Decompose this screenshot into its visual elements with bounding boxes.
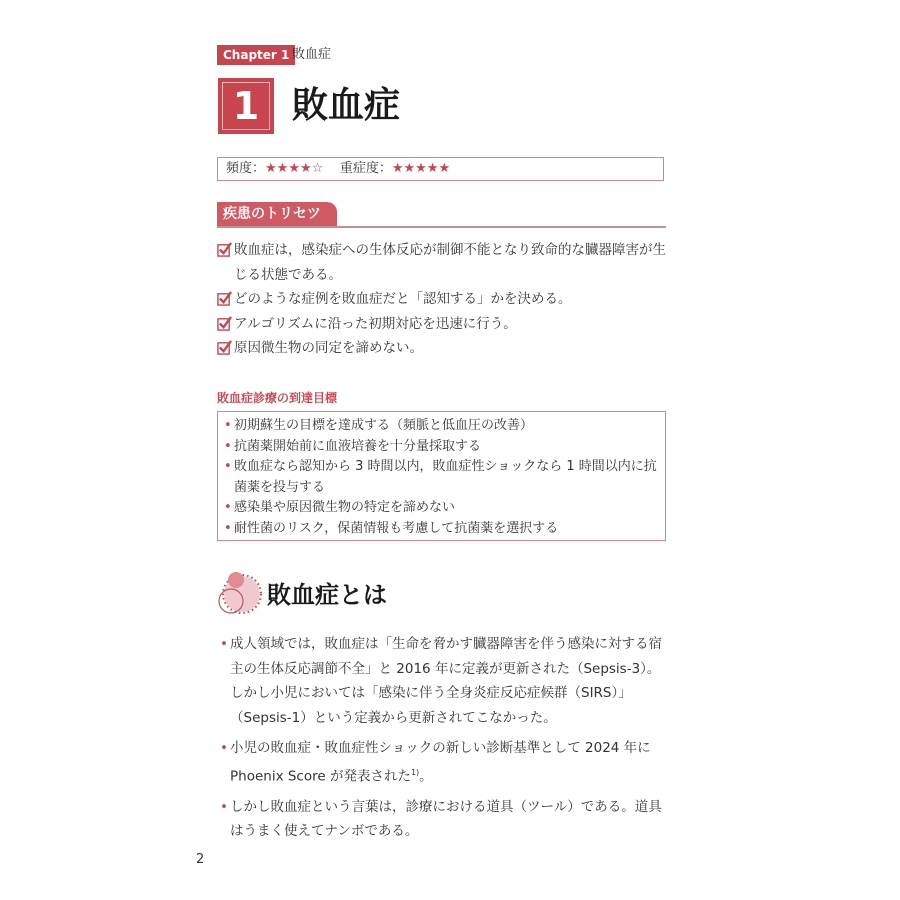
severity-stars-icon: ★★★★★ bbox=[391, 161, 451, 176]
frequency-stars-icon: ★★★★ bbox=[265, 161, 312, 176]
checkbox-checked-icon bbox=[217, 316, 232, 331]
chapter-tag: Chapter 1 bbox=[217, 45, 295, 65]
frequency-label: 頻度： bbox=[226, 161, 266, 176]
bullet-icon: • bbox=[224, 500, 232, 515]
chapter-name: 敗血症 bbox=[292, 47, 332, 62]
page-number: 2 bbox=[196, 852, 205, 867]
list-item: • しかし敗血症という言葉は，診療における道具（ツール）である。道具はうまく使えてナンボである。 bbox=[220, 795, 670, 844]
bullet-icon: • bbox=[224, 418, 232, 433]
footnote-ref[interactable]: 1) bbox=[410, 767, 420, 777]
list-item: • 成人領域では，敗血症は「生命を脅かす臓器障害を伴う感染に対する宿主の生体反応調節不全」と 2016 年に定義が更新された（Sepsis-3）。しかし小児においては「感染に伴う全身炎症反応症候群（SIRS）」（Sepsis-1）という定義から更新されてこなかった。 bbox=[220, 632, 670, 730]
severity-label: 重症度： bbox=[339, 161, 392, 176]
circles-decoration-icon bbox=[216, 570, 266, 620]
toriseti-list bbox=[217, 238, 672, 361]
list-item: • 感染巣や原因微生物の特定を諦めない bbox=[224, 498, 659, 519]
bullet-icon: • bbox=[224, 520, 232, 536]
list-item: アルゴリズムに沿った初期対応を迅速に行う。 bbox=[217, 312, 672, 337]
toriseti-heading: 疾患のトリセツ bbox=[217, 202, 337, 226]
bullet-icon: • bbox=[220, 636, 228, 652]
body-list bbox=[220, 632, 670, 850]
list-item: • 初期蘇生の目標を達成する（頻脈と低血圧の改善） bbox=[224, 416, 659, 437]
goals-box bbox=[217, 411, 666, 541]
bullet-icon: • bbox=[220, 740, 228, 756]
list-item: • 抗菌薬開始前に血液培養を十分量採取する bbox=[224, 437, 659, 458]
list-item: • 敗血症なら認知から 3 時間以内，敗血症性ショックなら 1 時間以内に抗菌薬を投与する bbox=[224, 457, 659, 498]
rating-box bbox=[217, 157, 664, 181]
bullet-icon: • bbox=[224, 459, 232, 474]
empty-star-icon: ☆ bbox=[311, 161, 324, 176]
checkbox-checked-icon bbox=[217, 242, 232, 257]
list-item: どのような症例を敗血症だと「認知する」かを決める。 bbox=[217, 287, 672, 312]
section-divider bbox=[217, 226, 666, 228]
section-number-box bbox=[218, 78, 274, 134]
checkbox-checked-icon bbox=[217, 340, 232, 355]
goals-heading: 敗血症診療の到達目標 bbox=[217, 391, 338, 405]
list-item: 敗血症は，感染症への生体反応が制御不能となり致命的な臓器障害が生じる状態である。 bbox=[217, 238, 672, 287]
list-item: • 耐性菌のリスク，保菌情報も考慮して抗菌薬を選択する bbox=[224, 519, 659, 540]
section-title: 敗血症とは bbox=[267, 581, 387, 609]
bullet-icon: • bbox=[220, 798, 228, 815]
checkbox-checked-icon bbox=[217, 291, 232, 306]
list-item: • 小児の敗血症・敗血症性ショックの新しい診断基準として 2024 年に Phoenix Score が発表された$^{1)}$。 bbox=[220, 736, 670, 789]
section-number: 1 bbox=[222, 82, 270, 130]
bullet-icon: • bbox=[224, 438, 232, 454]
page-title: 敗血症 bbox=[292, 85, 401, 126]
list-item: 原因微生物の同定を諦めない。 bbox=[217, 336, 672, 361]
